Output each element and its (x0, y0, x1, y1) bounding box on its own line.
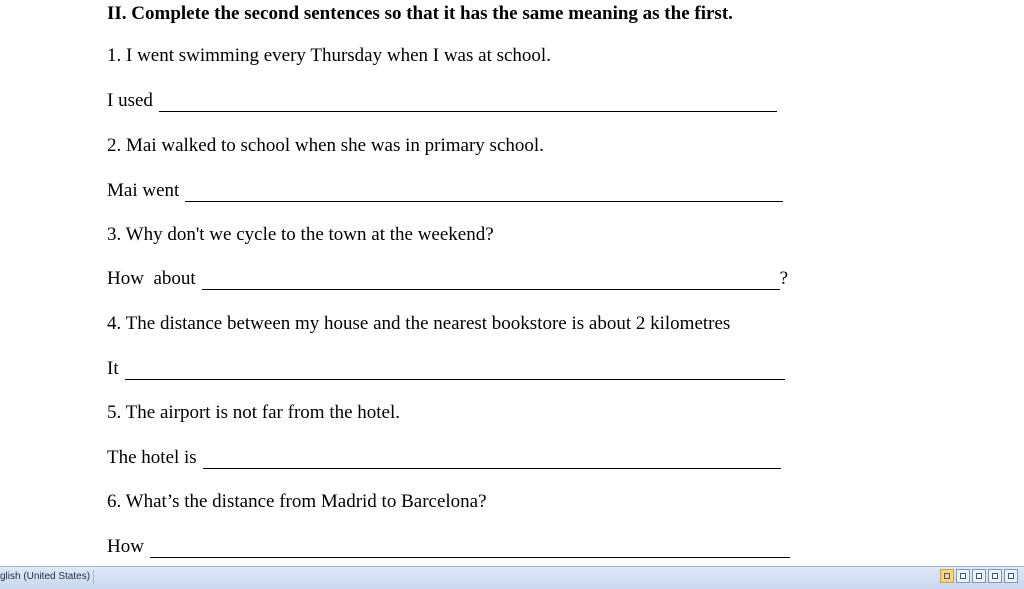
outline-view-icon[interactable] (988, 569, 1002, 583)
answer-line-6[interactable] (107, 536, 790, 558)
sentence-text: 5. The airport is not far from the hotel. (107, 402, 401, 423)
sentence-3 (107, 224, 494, 246)
answer-prompt: Mai went (107, 180, 180, 201)
answer-blank[interactable] (125, 363, 785, 380)
answer-line-3[interactable] (107, 268, 788, 290)
sentence-5 (107, 402, 400, 424)
exercise-title: II. Complete the second sentences so that it has the same meaning as the first. (107, 3, 733, 24)
full-screen-reading-view-icon[interactable] (956, 569, 970, 583)
answer-line-4[interactable] (107, 358, 785, 380)
answer-blank[interactable] (203, 452, 781, 469)
sentence-text: 1. I went swimming every Thursday when I was at school. (107, 45, 551, 66)
answer-suffix: ? (779, 268, 789, 289)
answer-line-2[interactable] (107, 180, 783, 202)
answer-blank[interactable] (159, 95, 777, 112)
answer-blank[interactable] (202, 273, 780, 290)
answer-prompt: It (107, 358, 119, 379)
answer-blank[interactable] (185, 185, 783, 202)
sentence-text: 3. Why don't we cycle to the town at the weekend? (107, 224, 494, 245)
answer-blank[interactable] (150, 541, 790, 558)
answer-prompt: How (107, 536, 144, 557)
draft-view-icon[interactable] (1004, 569, 1018, 583)
answer-line-1[interactable] (107, 90, 777, 112)
print-layout-view-icon[interactable] (940, 569, 954, 583)
sentence-2 (107, 135, 544, 157)
language-indicator[interactable]: glish (United States) (0, 570, 94, 584)
answer-line-5[interactable] (107, 447, 781, 469)
sentence-1 (107, 45, 551, 67)
answer-prompt: I used (107, 90, 153, 111)
sentence-6 (107, 491, 487, 513)
sentence-text: 4. The distance between my house and the nearest bookstore is about 2 kilometres (107, 313, 731, 334)
status-bar (0, 566, 1024, 589)
answer-prompt: How about (107, 268, 196, 289)
view-buttons (940, 569, 1018, 583)
sentence-text: 6. What’s the distance from Madrid to Barcelona? (107, 491, 487, 512)
sentence-4 (107, 313, 730, 335)
sentence-text: 2. Mai walked to school when she was in primary school. (107, 135, 544, 156)
web-layout-view-icon[interactable] (972, 569, 986, 583)
answer-prompt: The hotel is (107, 447, 197, 468)
